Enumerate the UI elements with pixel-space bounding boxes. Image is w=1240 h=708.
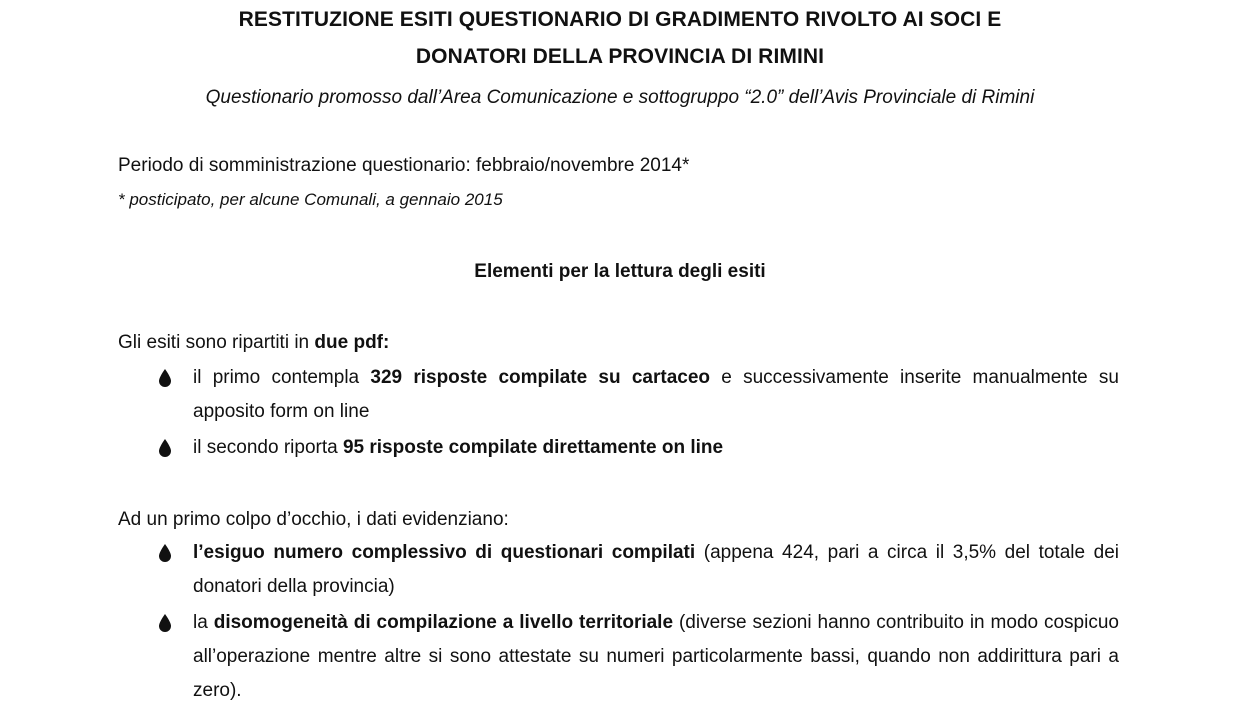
- list-item-text: il secondo riporta: [193, 437, 343, 458]
- list-item: [193, 606, 1119, 708]
- para1-lead-text: Gli esiti sono ripartiti in: [118, 332, 315, 353]
- list-item: [193, 536, 1119, 604]
- list-item-bold: 95 risposte compilate direttamente on line: [342, 437, 724, 458]
- list-item-text: e successivamente inserite manualmente su apposito form on line: [193, 367, 1119, 422]
- document-title-line1: RESTITUZIONE ESITI QUESTIONARIO DI GRADIMENTO RIVOLTO AI SOCI E: [238, 8, 1002, 31]
- list-item-text: la: [193, 612, 214, 633]
- blood-drop-icon: [158, 439, 172, 457]
- blood-drop-icon: [158, 544, 172, 562]
- list-item-text: (diverse sezioni hanno contribuito in modo cospicuo all’operazione mentre altre si sono attestate su numeri particolarmente bassi, quando non addirittura pari a zero).: [193, 612, 1119, 701]
- blood-drop-icon: [158, 369, 172, 387]
- para1-lead-bold: due pdf:: [314, 332, 390, 353]
- para2-lead: Ad un primo colpo d’occhio, i dati evidenziano:: [118, 509, 509, 530]
- list-item-bold: 329 risposte compilate su cartaceo: [370, 367, 711, 388]
- para1-lead: [118, 332, 389, 354]
- list-item-bold: disomogeneità di compilazione a livello territoriale: [213, 612, 674, 633]
- document-subtitle: Questionario promosso dall’Area Comunicazione e sottogruppo “2.0” dell’Avis Provinciale di Rimini: [205, 87, 1035, 108]
- section-heading: Elementi per la lettura degli esiti: [474, 261, 766, 282]
- list-item-bold: l’esiguo numero complessivo di questionari compilati: [193, 542, 696, 563]
- blood-drop-icon: [158, 614, 172, 632]
- list-item-text: il primo contempla: [193, 367, 371, 388]
- document-title-line2: DONATORI DELLA PROVINCIA DI RIMINI: [415, 45, 825, 68]
- list-item: [193, 361, 1119, 429]
- list-item: [193, 431, 1119, 465]
- list-item-text: (appena 424, pari a circa il 3,5% del totale dei donatori della provincia): [193, 542, 1119, 597]
- period-text: Periodo di somministrazione questionario: febbraio/novembre 2014*: [118, 155, 690, 176]
- period-note: * posticipato, per alcune Comunali, a gennaio 2015: [118, 190, 503, 209]
